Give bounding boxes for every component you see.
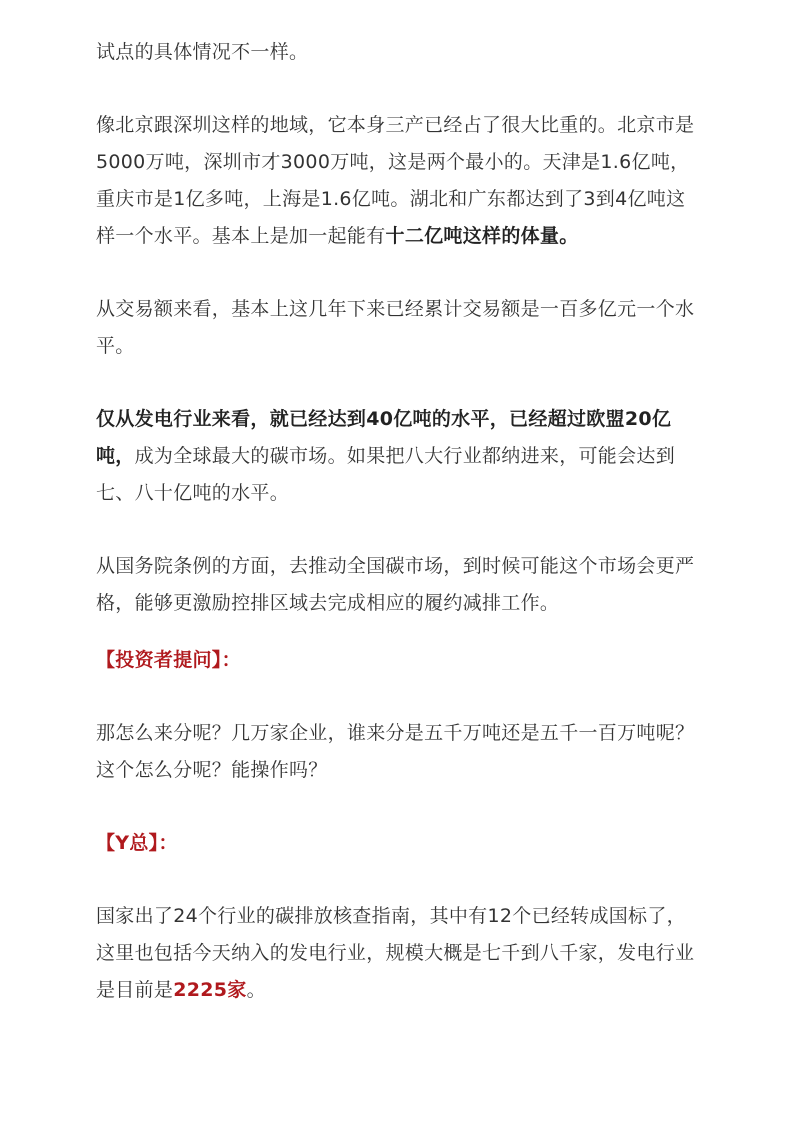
bold-text: 仅从发电行业来看，就已经达到40亿吨的水平，已经超过欧盟20亿吨， bbox=[96, 408, 672, 467]
heading-text: 【Y总】： bbox=[96, 832, 178, 854]
heading-text: 【投资者提问】： bbox=[96, 649, 241, 671]
text: 。 bbox=[246, 979, 266, 1001]
text: 国家出了24个行业的碳排放核查指南，其中有12个已经转成国标了，这里也包括今天纳入的发电行业，规模大概是七千到八千家，发电行业是目前是 bbox=[96, 905, 695, 1001]
text: 成为全球最大的碳市场。如果把八大行业都纳进来，可能会达到七、八十亿吨的水平。 bbox=[96, 445, 676, 504]
text: 像北京跟深圳这样的地域，它本身三产已经占了很大比重的。北京市是5000万吨，深圳市才3000万吨，这是两个最小的。天津是1.6亿吨，重庆市是1亿多吨，上海是1.6亿吨。湖北和广东都达到了3到4亿吨这样一个水平。基本上是加一起能有 bbox=[96, 114, 695, 247]
investor-question-heading bbox=[96, 642, 702, 679]
answer-text bbox=[96, 898, 702, 1009]
highlight-count: 2225家 bbox=[173, 979, 247, 1001]
paragraph-pilot-situation bbox=[96, 34, 702, 71]
text: 那怎么来分呢？几万家企业，谁来分是五千万吨还是五千一百万吨呢？这个怎么分呢？能操作吗？ bbox=[96, 722, 695, 781]
answer-heading bbox=[96, 825, 702, 862]
paragraph-power-sector bbox=[96, 401, 702, 512]
investor-question-text bbox=[96, 715, 702, 789]
text: 试点的具体情况不一样。 bbox=[96, 41, 309, 63]
text: 从交易额来看，基本上这几年下来已经累计交易额是一百多亿元一个水平。 bbox=[96, 298, 695, 357]
paragraph-regional-volumes bbox=[96, 107, 702, 255]
bold-text: 十二亿吨这样的体量。 bbox=[385, 225, 579, 247]
paragraph-trading-volume bbox=[96, 291, 702, 365]
paragraph-state-council bbox=[96, 548, 702, 622]
article-body bbox=[96, 34, 702, 1009]
text: 从国务院条例的方面，去推动全国碳市场，到时候可能这个市场会更严格，能够更激励控排区域去完成相应的履约减排工作。 bbox=[96, 555, 695, 614]
